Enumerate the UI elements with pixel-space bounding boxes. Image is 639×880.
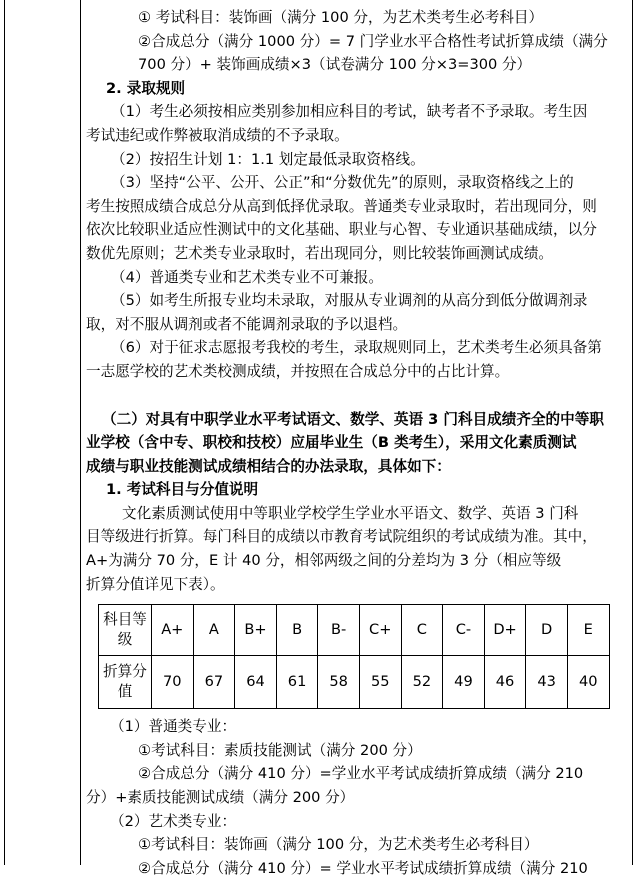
rule-3-line-3: 依次比较职业适应性测试中的文化基础、职业与心智、专业通识基础成绩，以分 [86,221,597,239]
grade-cell: E [567,605,609,656]
admission-rules-heading: 2. 录取规则 [106,79,186,97]
rule-1-line-1: （1）考生必须按相应类别参加相应科目的考试，缺考者不予录取。考生因 [111,103,588,121]
score-cell: 49 [443,656,485,709]
score-cell: 64 [235,656,277,709]
grade-conversion-table [98,604,610,709]
rule-4: （4）普通类专业和艺术类专业不可兼报。 [111,268,383,286]
score-cell: 40 [567,656,609,709]
subjects-para-line-2: 目等级进行折算。每门科目的成绩以市教育考试院组织的考试成绩为准。其中， [86,528,597,546]
score-cell: 58 [318,656,360,709]
score-cell: 46 [484,656,526,709]
rule-3-line-1: （3）坚持“公平、公开、公正”和“分数优先”的原则，录取资格线之上的 [111,174,574,192]
grade-cell: C- [443,605,485,656]
column-divider [80,0,81,865]
score-cell: 61 [276,656,318,709]
art-major-total-line-1: ②合成总分（满分 410 分）= 学业水平考试成绩折算成绩（满分 210 [138,859,588,877]
rule-2: （2）按招生计划 1：1.1 划定最低录取资格线。 [111,150,425,168]
score-cell: 43 [526,656,568,709]
grade-cell: C [401,605,443,656]
subjects-para-line-1: 文化素质测试使用中等职业学校学生学业水平语文、数学、英语 3 门科 [122,504,579,522]
grade-cell: A+ [152,605,194,656]
grade-cell: B- [318,605,360,656]
section-2-heading-line-3: 成绩与职业技能测试成绩相结合的办法录取，具体如下： [86,457,451,475]
art-subject-line: ① 考试科目：装饰画（满分 100 分，为艺术类考生必考科目） [138,9,544,26]
grade-cell: C+ [359,605,401,656]
art-total-line-1: ②合成总分（满分 1000 分）= 7 门学业水平合格性考试折算成绩（满分 [138,32,608,50]
row-label-score: 折算分值 [99,656,152,709]
rule-5-line-1: （5）如考生所报专业均未录取，对服从专业调剂的从高分到低分做调剂录 [111,292,588,310]
score-row [99,656,610,709]
rule-3-line-2: 考生按照成绩合成总分从高到低择优录取。普通类专业录取时，若出现同分，则 [86,197,597,215]
section-2-heading-line-2: 业学校（含中专、职校和技校）应届毕业生（B 类考生），采用文化素质测试 [86,434,577,452]
grade-cell: A [193,605,235,656]
rule-1-line-2: 考试违纪或作弊被取消成绩的不予录取。 [86,126,349,144]
subjects-para-line-4: 折算分值详见下表）。 [86,575,225,593]
general-major-heading: （1）普通类专业： [110,718,237,736]
grade-cell: D+ [484,605,526,656]
rule-6-line-2: 一志愿学校的艺术类校测成绩，并按照在合成总分中的占比计算。 [86,362,510,380]
grade-cell: B [276,605,318,656]
score-cell: 70 [152,656,194,709]
general-total-line-2: 分）+素质技能测试成绩（满分 200 分） [86,789,355,807]
rule-6-line-1: （6）对于征求志愿报考我校的考生，录取规则同上，艺术类考生必须具备第 [111,339,602,357]
right-border [632,0,633,865]
subjects-para-line-3: A+为满分 70 分，E 计 40 分，相邻两级之间的分差均为 3 分（相应等级 [86,552,562,570]
general-subject-line: ①考试科目：素质技能测试（满分 200 分） [138,741,422,759]
grade-row [99,605,610,656]
subjects-scores-heading: 1. 考试科目与分值说明 [106,481,259,499]
score-cell: 52 [401,656,443,709]
grade-cell: D [526,605,568,656]
row-label-grade: 科目等级 [99,605,152,656]
score-cell: 55 [359,656,401,709]
art-total-line-2: 700 分）+ 装饰画成绩×3（试卷满分 100 分×3=300 分） [138,56,532,74]
section-2-heading-line-1: （二）对具有中职学业水平考试语文、数学、英语 3 门科目成绩齐全的中等职 [102,410,604,428]
general-total-line-1: ②合成总分（满分 410 分）=学业水平考试成绩折算成绩（满分 210 [138,765,584,783]
grade-cell: B+ [235,605,277,656]
score-cell: 67 [193,656,235,709]
left-border [4,0,5,865]
art-major-heading: （2）艺术类专业： [110,812,237,830]
rule-3-line-4: 数优先原则；艺术类专业录取时，若出现同分，则比较装饰画测试成绩。 [86,244,554,262]
rule-5-line-2: 取，对不服从调剂或者不能调剂录取的予以退档。 [86,315,408,333]
document-content [86,0,629,880]
art-major-subject-line: ①考试科目：装饰画（满分 100 分，为艺术类考生必考科目） [138,836,539,854]
